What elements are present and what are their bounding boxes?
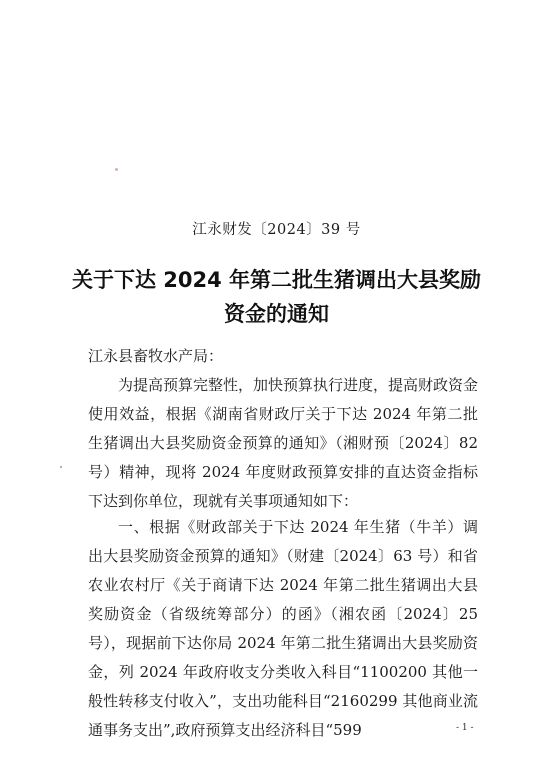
page-number: - 1 - (456, 723, 474, 733)
document-number: 江永财发〔2024〕39 号 (192, 222, 361, 238)
paragraph-1: 为提高预算完整性，加快预算执行进度，提高财政资金使用效益，根据《湖南省财政厅关于下达 2024 年第二批生猪调出大县奖励资金预算的通知》（湘财预〔2024〕82 号）精神，现将 2024 年度财政预算安排的直达资金指标下达到你单位，现就有关事项通知如下： (88, 376, 479, 510)
document-title (60, 263, 493, 331)
scan-speck (60, 466, 62, 468)
title-line-1: 关于下达 2024 年第二批生猪调出大县奖励 (71, 268, 482, 292)
scan-speck (115, 168, 118, 171)
title-line-2: 资金的通知 (224, 302, 329, 326)
addressee: 江永县畜牧水产局： (88, 347, 224, 365)
paragraph-2: 一、根据《财政部关于下达 2024 年生猪（牛羊）调出大县奖励资金预算的通知》（财建〔2024〕63 号）和省农业农村厅《关于商请下达 2024 年第二批生猪调出大县奖励资金（省级统筹部分）的函》（湘农函〔2024〕25 号），现据前下达你局 2024 年第二批生猪调出大县奖励资金，列 2024 年政府收支分类收入科目“1100200 其他一般性转移支付收入”，支出功能科目“2160299 其他商业流通事务支出”,政府预算支出经济科目“599 (88, 518, 478, 739)
